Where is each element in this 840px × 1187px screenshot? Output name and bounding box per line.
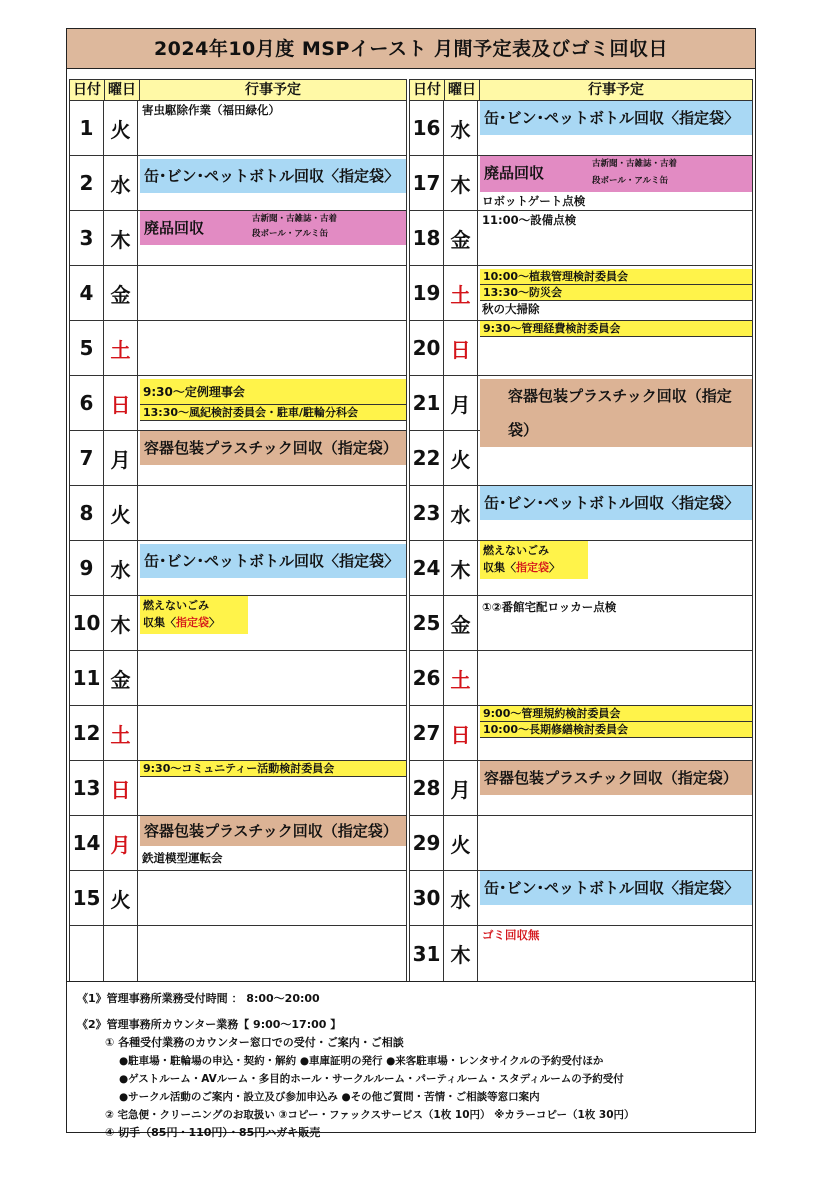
day-number: 3 [70,211,104,265]
bag-type: 指定袋 [516,561,549,574]
day-number: 12 [70,706,104,760]
waste-paper-note-2: 段ボール・アルミ缶 [592,176,668,186]
day-row-22 [410,431,752,486]
day-number: 6 [70,376,104,430]
day-events [138,266,406,320]
header-date: 日付 [410,80,445,100]
day-events [478,761,752,815]
day-events [138,486,406,540]
meeting-list [140,761,406,777]
day-number: 18 [410,211,444,265]
day-number: 23 [410,486,444,540]
day-row-16 [410,101,752,156]
day-of-week: 土 [104,321,138,375]
meeting-item: 13:30～風紀検討委員会・駐車/駐輪分科会 [140,405,406,421]
meeting-item: 10:00～長期修繕検討委員会 [480,722,752,738]
table-header [70,79,406,101]
day-row-18 [410,211,752,266]
day-events [478,156,752,210]
plastic-collection: 容器包装プラスチック回収（指定袋） [480,379,752,447]
event-text: 秋の大掃除 [482,302,540,316]
day-row-empty [70,926,406,981]
non-burnable-bag [143,614,245,631]
day-of-week: 月 [444,376,478,430]
day-row-10 [70,596,406,651]
non-burnable-collection [140,596,248,634]
day-of-week: 火 [104,871,138,925]
day-row-30 [410,871,752,926]
page-title: 2024年10月度 MSPイースト 月間予定表及びゴミ回収日 [67,29,755,69]
meeting-item: 13:30～防災会 [480,285,752,301]
day-row-14 [70,816,406,871]
waste-paper-note-2: 段ボール・アルミ缶 [252,229,328,239]
day-number: 25 [410,596,444,650]
event-text: 11:00～設備点検 [482,213,577,227]
day-of-week: 土 [444,651,478,705]
day-events [478,211,752,265]
day-of-week: 火 [444,431,478,485]
bag-prefix: 収集〈 [483,561,516,574]
day-number: 29 [410,816,444,870]
bag-prefix: 収集〈 [143,616,176,629]
day-of-week: 日 [444,706,478,760]
day-number: 26 [410,651,444,705]
note-line: ② 宅急便・クリーニングのお取扱い ③コピー・ファックスサービス（1枚 10円） ※カラーコピー（1枚 30円） [105,1109,635,1121]
event-text: ①②番館宅配ロッカー点検 [482,600,617,614]
day-events [478,376,752,439]
day-of-week: 金 [444,596,478,650]
event-text: ロボットゲート点検 [482,194,586,208]
note-line: 《2》管理事務所カウンター業務【 9:00～17:00 】 [77,1018,342,1031]
day-row-26 [410,651,752,706]
waste-paper-note-1: 古新聞・古雑誌・古着 [252,214,338,224]
day-number [70,926,104,981]
day-row-9 [70,541,406,596]
day-number: 30 [410,871,444,925]
day-row-24 [410,541,752,596]
day-row-19 [410,266,752,321]
day-events [138,376,406,430]
day-number: 11 [70,651,104,705]
day-number: 27 [410,706,444,760]
day-row-1 [70,101,406,156]
day-of-week: 土 [444,266,478,320]
note-line: ④ 切手（85円・110円）・85円ハガキ販売 [105,1126,321,1139]
day-row-23 [410,486,752,541]
day-events [138,321,406,375]
day-number: 28 [410,761,444,815]
non-burnable-bag [483,559,585,576]
day-of-week: 月 [104,816,138,870]
plastic-collection: 容器包装プラスチック回収（指定袋） [480,761,752,795]
day-events [138,761,406,815]
day-of-week: 火 [104,101,138,155]
day-of-week: 日 [444,321,478,375]
day-events [478,871,752,925]
day-row-5 [70,321,406,376]
day-number: 31 [410,926,444,981]
header-date: 日付 [70,80,105,100]
day-number: 16 [410,101,444,155]
day-of-week: 木 [104,596,138,650]
day-events [478,706,752,760]
table-header [410,79,752,101]
event-text: 鉄道模型運転会 [142,851,223,865]
divider [67,981,755,982]
day-of-week: 水 [444,871,478,925]
can-bottle-collection: 缶･ビン･ペットボトル回収〈指定袋〉 [140,159,406,193]
bag-type: 指定袋 [176,616,209,629]
day-row-17 [410,156,752,211]
meeting-item: 9:30～定例理事会 [140,379,406,405]
day-of-week: 日 [104,376,138,430]
day-events [138,101,406,155]
day-row-4 [70,266,406,321]
day-of-week: 月 [104,431,138,485]
day-of-week: 金 [104,651,138,705]
day-number: 5 [70,321,104,375]
note-line: ●ゲストルーム・AVルーム・多目的ホール・サークルルーム・パーティルーム・スタディルームの予約受付 [119,1073,624,1085]
waste-paper-label: 廃品回収 [484,164,545,182]
day-events [138,431,406,485]
day-of-week: 火 [104,486,138,540]
day-row-15 [70,871,406,926]
waste-paper-collection [140,211,406,245]
meeting-list [480,269,752,301]
day-row-11 [70,651,406,706]
bag-suffix: 〉 [209,616,220,629]
day-number: 7 [70,431,104,485]
meeting-list [140,379,406,421]
day-number: 20 [410,321,444,375]
day-number: 21 [410,376,444,430]
meeting-item: 10:00～植栽管理検討委員会 [480,269,752,285]
day-row-13 [70,761,406,816]
event-text: ゴミ回収無 [482,928,540,942]
meeting-list [480,706,752,738]
calendar-right-column [409,79,753,981]
non-burnable-label: 燃えないごみ [483,544,549,557]
day-row-31 [410,926,752,981]
day-row-2 [70,156,406,211]
day-events [478,596,752,650]
plastic-collection: 容器包装プラスチック回収（指定袋） [140,816,406,846]
day-of-week: 日 [104,761,138,815]
day-number: 14 [70,816,104,870]
day-of-week: 木 [444,156,478,210]
day-number: 13 [70,761,104,815]
day-of-week: 木 [104,211,138,265]
day-events [138,816,406,870]
day-events [478,266,752,320]
day-events [478,486,752,540]
day-row-21 [410,376,752,439]
day-of-week: 水 [104,156,138,210]
waste-paper-collection [480,156,752,192]
meeting-list [480,321,752,337]
day-of-week: 金 [104,266,138,320]
day-number: 9 [70,541,104,595]
can-bottle-collection: 缶･ビン･ペットボトル回収〈指定袋〉 [480,101,752,135]
event-text: 害虫駆除作業（福田緑化） [142,103,280,117]
header-events: 行事予定 [588,82,644,98]
day-events [478,651,752,705]
day-number: 22 [410,431,444,485]
non-burnable-label: 燃えないごみ [143,599,209,612]
day-number: 4 [70,266,104,320]
day-events [478,816,752,870]
day-number: 2 [70,156,104,210]
day-row-25 [410,596,752,651]
day-number: 24 [410,541,444,595]
note-line: 《1》管理事務所業務受付時間 ： 8:00～20:00 [77,992,320,1005]
note-line: ●駐車場・駐輪場の申込・契約・解約 ●車庫証明の発行 ●来客駐車場・レンタサイクルの予約受付ほか [119,1055,604,1067]
day-events [478,101,752,155]
day-events [138,596,406,650]
day-events [138,211,406,265]
day-events [478,321,752,375]
day-of-week: 水 [444,101,478,155]
header-dow: 曜日 [105,80,140,100]
day-of-week: 金 [444,211,478,265]
day-of-week: 木 [444,926,478,981]
meeting-item: 9:30～コミュニティー活動検討委員会 [140,761,406,777]
day-of-week: 木 [444,541,478,595]
day-row-27 [410,706,752,761]
day-row-29 [410,816,752,871]
day-of-week [104,926,138,981]
plastic-collection: 容器包装プラスチック回収（指定袋） [140,431,406,465]
schedule-sheet [66,28,756,1139]
day-events [138,541,406,595]
day-number: 15 [70,871,104,925]
day-row-8 [70,486,406,541]
day-of-week: 土 [104,706,138,760]
waste-paper-note-1: 古新聞・古雑誌・古着 [592,159,678,169]
meeting-item: 9:00～管理規約検討委員会 [480,706,752,722]
day-row-6 [70,376,406,431]
non-burnable-collection [480,541,588,579]
day-events [478,926,752,981]
day-of-week: 火 [444,816,478,870]
note-line: ●サークル活動のご案内・設立及び参加申込み ●その他ご質問・苦情・ご相談等窓口案内 [119,1091,540,1103]
day-row-7 [70,431,406,486]
day-events [478,431,752,485]
calendar-left-column [69,79,407,981]
day-events [138,926,406,981]
note-line: ① 各種受付業務のカウンター窓口での受付・ご案内・ご相談 [105,1036,404,1049]
day-events [138,871,406,925]
day-of-week: 月 [444,761,478,815]
calendar [67,79,755,981]
can-bottle-collection: 缶･ビン･ペットボトル回収〈指定袋〉 [480,486,752,520]
day-events [138,651,406,705]
day-number: 19 [410,266,444,320]
day-events [138,706,406,760]
day-number: 10 [70,596,104,650]
header-events: 行事予定 [245,82,301,98]
day-of-week: 水 [104,541,138,595]
day-row-28 [410,761,752,816]
day-number: 1 [70,101,104,155]
day-row-3 [70,211,406,266]
day-events [478,541,752,595]
can-bottle-collection: 缶･ビン･ペットボトル回収〈指定袋〉 [140,544,406,578]
bag-suffix: 〉 [549,561,560,574]
day-number: 8 [70,486,104,540]
day-number: 17 [410,156,444,210]
header-dow: 曜日 [445,80,480,100]
waste-paper-label: 廃品回収 [144,219,205,237]
day-row-12 [70,706,406,761]
day-of-week: 水 [444,486,478,540]
day-events [138,156,406,210]
can-bottle-collection: 缶･ビン･ペットボトル回収〈指定袋〉 [480,871,752,905]
day-row-20 [410,321,752,376]
meeting-item: 9:30～管理経費検討委員会 [480,321,752,337]
